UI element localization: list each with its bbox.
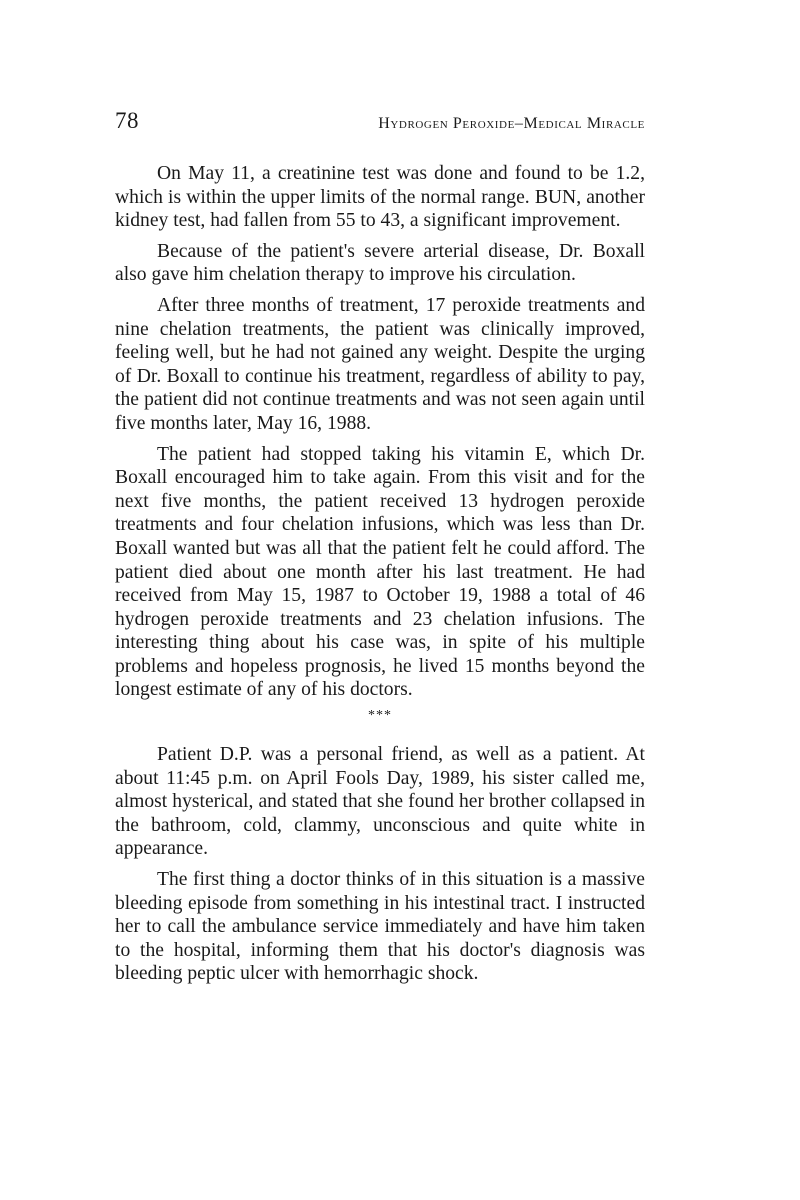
page-header	[115, 108, 645, 138]
paragraph: After three months of treatment, 17 peroxide treatments and nine chelation treatments, the patient was clinically improved, feeling well, but he had not gained any weight. Despite the urging of Dr. Boxall to continue his treatment, regardless of ability to pay, the patient did not continue treatments and was not seen again until five months later, May 16, 1988.	[115, 294, 645, 434]
paragraph: Because of the patient's severe arterial disease, Dr. Boxall also gave him chelation therapy to improve his circulation.	[115, 240, 645, 286]
paragraph: On May 11, a creatinine test was done and found to be 1.2, which is within the upper limits of the normal range. BUN, another kidney test, had fallen from 55 to 43, a significant improvement.	[115, 163, 645, 232]
section-separator: ***	[368, 708, 392, 724]
paragraph: The patient had stopped taking his vitamin E, which Dr. Boxall encouraged him to take again. From this visit and for the next five months, the patient received 13 hydrogen peroxide treatments and four chelation infusions, which was less than Dr. Boxall wanted but was all that the patient felt he could afford. The patient died about one month after his last treatment. He had received from May 15, 1987 to October 19, 1988 a total of 46 hydrogen peroxide treatments and 23 chelation infusions. The interesting thing about his case was, in spite of his multiple problems and hopeless prognosis, he lived 15 months beyond the longest estimate of any of his doctors.	[115, 443, 645, 701]
book-page	[115, 108, 645, 993]
page-number: 78	[115, 108, 139, 133]
paragraph: The first thing a doctor thinks of in this situation is a massive bleeding episode from something in his intestinal tract. I instructed her to call the ambulance service immediately and have him taken to the hospital, informing them that his doctor's diagnosis was bleeding peptic ulcer with hemorrhagic shock.	[115, 869, 645, 985]
running-title: Hydrogen Peroxide–Medical Miracle	[378, 115, 645, 132]
paragraph: Patient D.P. was a personal friend, as well as a patient. At about 11:45 p.m. on April Fools Day, 1989, his sister called me, almost hysterical, and stated that she found her brother collapsed in the bathroom, cold, clammy, unconscious and quite white in appearance.	[115, 744, 645, 860]
page-body	[115, 162, 645, 986]
